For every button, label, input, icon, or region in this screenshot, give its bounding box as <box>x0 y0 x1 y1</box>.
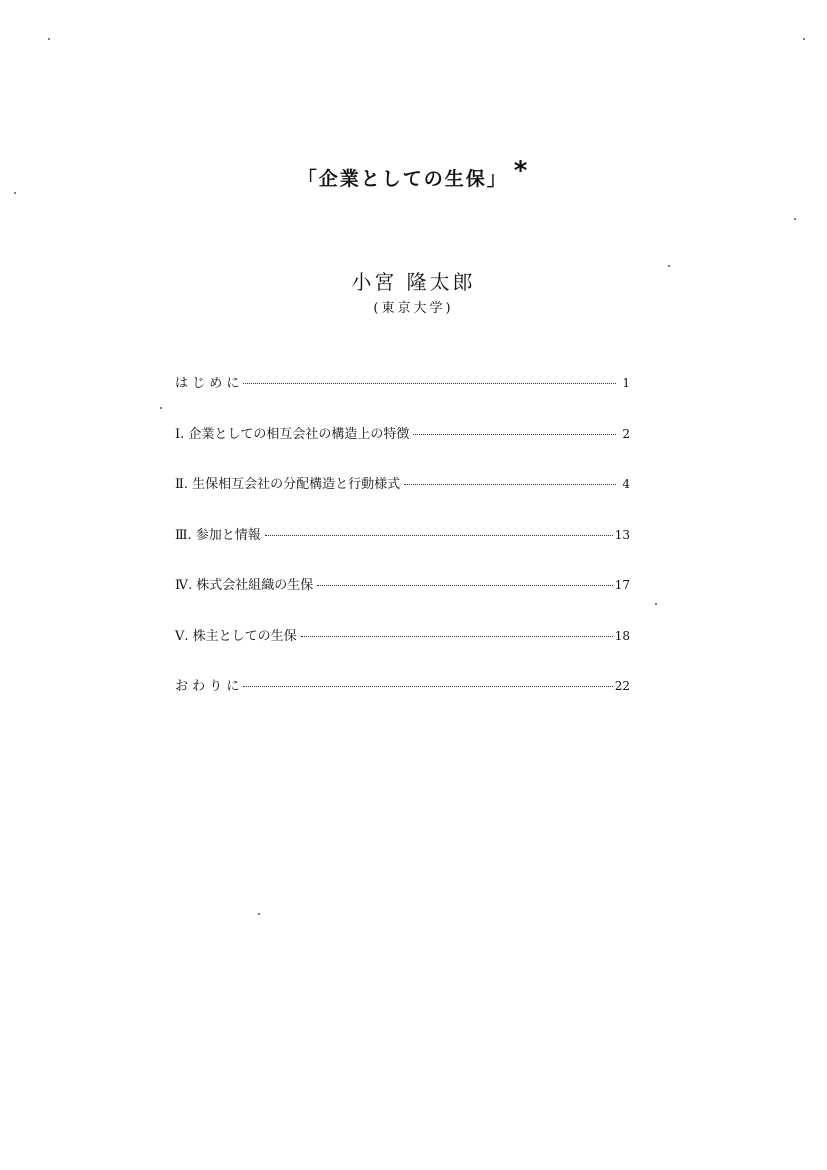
toc-entry-section-3 <box>175 524 630 575</box>
toc-entry-label: Ⅱ. 生保相互会社の分配構造と行動様式 <box>175 477 401 492</box>
toc-entry-conclusion <box>175 675 630 726</box>
author-affiliation: (東京大学) <box>373 301 454 316</box>
scan-speck <box>160 407 162 409</box>
toc-leader-dots <box>404 484 616 485</box>
author-name: 小宮 隆太郎 <box>351 270 476 294</box>
toc-leader-dots <box>317 585 612 586</box>
toc-entry-page: 17 <box>614 578 630 592</box>
scan-speck <box>668 265 670 267</box>
toc-entry-label: Ⅳ. 株式会社組織の生保 <box>175 578 314 593</box>
toc-entry-page: 13 <box>614 527 630 542</box>
toc-leader-dots <box>413 434 616 435</box>
toc-entry-label: Ⅴ. 株主としての生保 <box>175 628 297 644</box>
toc-entry-section-5 <box>175 625 630 676</box>
toc-leader-dots <box>301 636 613 637</box>
toc-entry-section-1 <box>175 423 630 474</box>
scan-speck <box>48 38 50 40</box>
toc-entry-label: Ⅲ. 参加と情報 <box>175 527 261 543</box>
toc-leader-dots <box>265 535 613 536</box>
toc-entry-page: 4 <box>622 477 630 491</box>
toc-leader-dots <box>243 686 612 687</box>
toc-leader-dots <box>243 383 616 384</box>
toc-entry-page: 18 <box>614 628 630 643</box>
toc-entry-label: お わ り に <box>175 679 240 694</box>
scan-speck <box>655 603 657 605</box>
toc-entry-section-4 <box>175 574 630 625</box>
table-of-contents <box>175 372 630 726</box>
scan-speck <box>258 913 260 915</box>
scan-speck <box>14 192 16 194</box>
paper-title <box>0 156 827 192</box>
toc-entry-section-2 <box>175 473 630 524</box>
paper-title-text: 「企業としての生保」 <box>297 168 508 190</box>
toc-entry-intro <box>175 372 630 423</box>
toc-entry-page: 22 <box>614 679 630 693</box>
toc-entry-label: は じ め に <box>175 376 240 391</box>
toc-entry-page: 1 <box>622 376 630 390</box>
scan-speck <box>803 38 805 40</box>
toc-entry-page: 2 <box>622 426 630 441</box>
toc-entry-label: Ⅰ. 企業としての相互会社の構造上の特徴 <box>175 426 410 442</box>
title-footnote-mark: * <box>513 156 530 186</box>
scan-speck <box>794 218 796 220</box>
